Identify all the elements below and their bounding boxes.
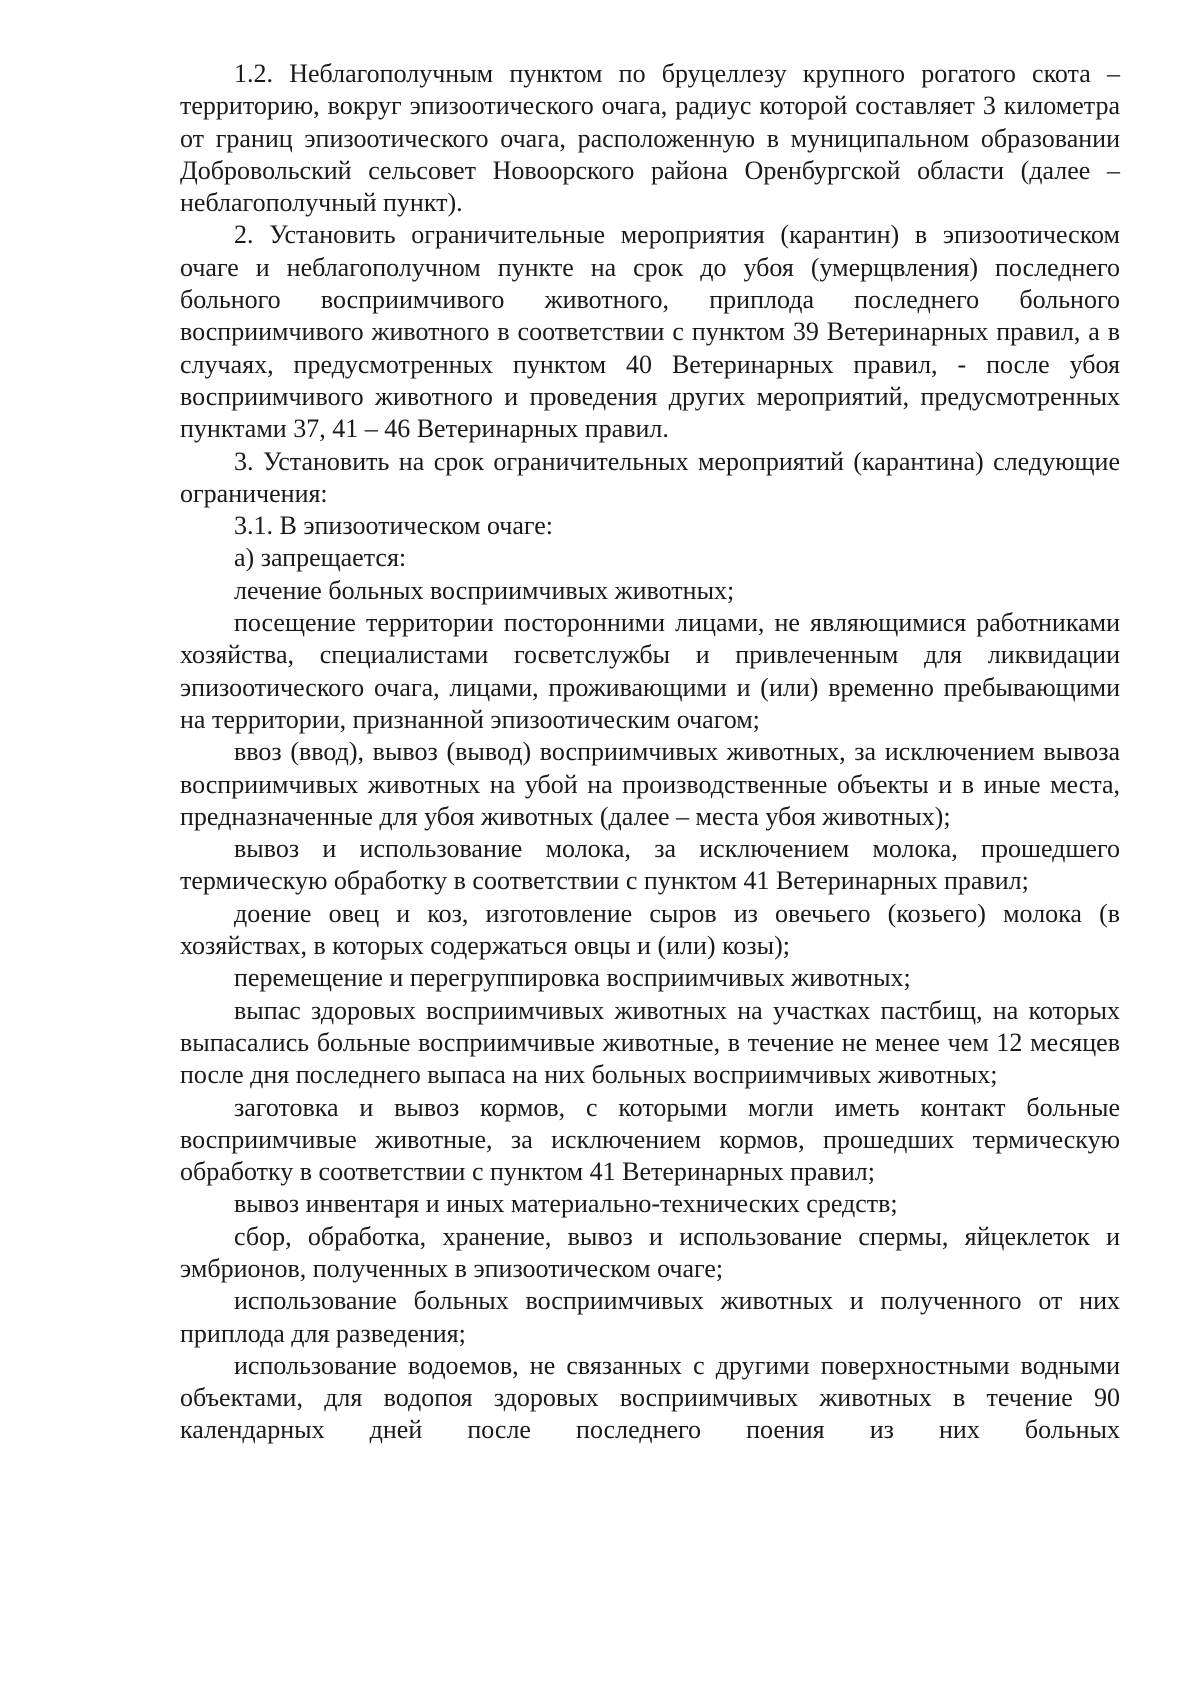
list-item: заготовка и вывоз кормов, с которыми могли иметь контакт больные восприимчивые животные, за исключением кормов, прошедших термическую обработку в соответствии с пунктом 41 Ветеринарных правил;: [180, 1092, 1120, 1187]
paragraph-3-1: 3.1. В эпизоотическом очаге:: [234, 511, 553, 541]
document-page: [180, 58, 1120, 1447]
paragraph-3: 3. Установить на срок ограничительных мероприятий (карантина) следующие ограничения:: [180, 446, 1120, 508]
paragraph-2: 2. Установить ограничительные мероприятия (карантин) в эпизоотическом очаге и неблагополучном пункте на срок до убоя (умерщвления) последнего больного восприимчивого животного, приплода последнего больного восприимчивого животного в соответствии с пунктом 39 Ветеринарных правил, а в случаях, предусмотренных пунктом 40 Ветеринарных правил, - после убоя восприимчивого животного и проведения других мероприятий, предусмотренных пунктами 37, 41 – 46 Ветеринарных правил.: [180, 220, 1120, 444]
list-item: посещение территории посторонними лицами, не являющимися работниками хозяйства, специалистами госветслужбы и привлеченным для ликвидации эпизоотического очага, лицами, проживающими и (или) временно пребывающими на территории, признанной эпизоотическим очагом;: [180, 608, 1120, 734]
list-item: вывоз и использование молока, за исключением молока, прошедшего термическую обработку в соответствии с пунктом 41 Ветеринарных правил;: [180, 834, 1120, 896]
list-item: ввоз (ввод), вывоз (вывод) восприимчивых животных, за исключением вывоза восприимчивых животных на убой на производственные объекты и в иные места, предназначенные для убоя животных (далее – места убоя животных);: [180, 737, 1120, 831]
list-item: сбор, обработка, хранение, вывоз и использование спермы, яйцеклеток и эмбрионов, полученных в эпизоотическом очаге;: [180, 1221, 1120, 1283]
list-item: доение овец и коз, изготовление сыров из овечьего (козьего) молока (в хозяйствах, в которых содержаться овцы и (или) козы);: [180, 898, 1120, 961]
list-item: лечение больных восприимчивых животных;: [234, 575, 735, 605]
list-item: использование больных восприимчивых животных и полученного от них приплода для разведения;: [180, 1286, 1120, 1348]
list-item: перемещение и перегруппировка восприимчивых животных;: [234, 963, 911, 993]
list-item: выпас здоровых восприимчивых животных на участках пастбищ, на которых выпасались больные восприимчивые животные, в течение не менее чем 12 месяцев после дня последнего выпаса на них больных восприимчивых животных;: [180, 995, 1120, 1090]
list-item: вывоз инвентаря и иных материально-технических средств;: [234, 1189, 898, 1219]
paragraph-a-prohibited: а) запрещается:: [234, 543, 407, 573]
list-item: использование водоемов, не связанных с другими поверхностными водными объектами, для водопоя здоровых восприимчивых животных в течение 90 календарных дней после последнего поения из них больных: [180, 1350, 1120, 1445]
paragraph-1-2: 1.2. Неблагополучным пунктом по бруцеллезу крупного рогатого скота – территорию, вокруг эпизоотического очага, радиус которой составляет 3 километра от границ эпизоотического очага, расположенную в муниципальном образовании Добровольский сельсовет Новоорского района Оренбургской области (далее – неблагополучный пункт).: [180, 59, 1120, 218]
